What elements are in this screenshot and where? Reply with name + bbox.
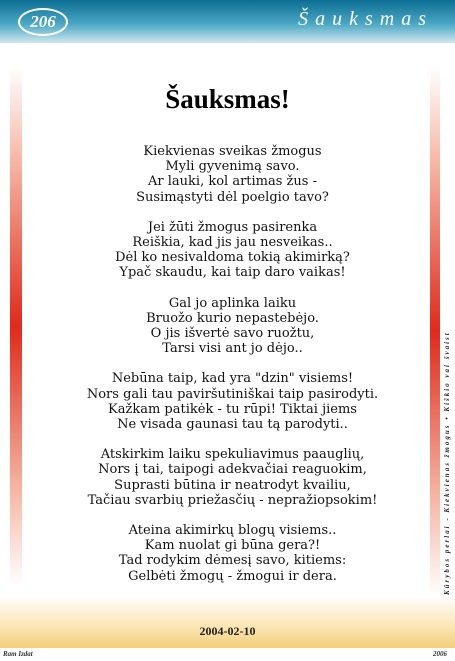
poem-line: Bruožo kurio nepastebėjo. <box>146 310 319 326</box>
poem-line: Jei žūti žmogus pasirenka <box>147 219 318 235</box>
publisher-label: Ram Izdat <box>3 650 33 658</box>
left-decorative-bar <box>10 66 22 586</box>
year-label: 2006 <box>433 650 447 658</box>
side-caption: Kūrybos perlai - Kiekvienas žmogus • Kiškio vai švaist <box>443 331 451 595</box>
poem-line: Kiekvienas sveikas žmogus <box>143 144 322 159</box>
poem-line: Gelbėti žmogų - žmogui ir dera. <box>128 568 337 584</box>
poem-line: O jis išvertė savo ruožtu, <box>150 326 315 342</box>
poem-line: Atskirkim laiku spekuliavimus paauglių, <box>100 447 365 463</box>
poem-line: Susimąstyti dėl poelgio tavo? <box>136 189 329 205</box>
poem-stanza <box>30 296 435 357</box>
poem-line: Myli gyvenimą savo. <box>165 159 300 175</box>
poem-line: Reiškia, kad jis jau nesveikas.. <box>132 235 333 251</box>
page-header <box>0 0 455 43</box>
poem-line: Suprasti būtina ir neatrodyt kvailiu, <box>114 477 351 493</box>
poem-stanza <box>30 523 435 584</box>
poem-line: Tad rodykim dėmesį savo, kitiems: <box>118 553 347 569</box>
poem-line: Ar lauki, kol artimas žus - <box>148 174 317 190</box>
poem-line: Nors gali tau paviršutiniškai taip pasirodyti. <box>86 386 379 402</box>
section-title: Šauksmas <box>298 8 433 30</box>
poem-body <box>30 144 435 599</box>
page-number-badge: 206 <box>18 8 68 36</box>
footer-gradient-band <box>0 596 455 648</box>
poem-line: Ypač skaudu, kai taip daro vaikas! <box>119 265 346 281</box>
poem-date: 2004-02-10 <box>199 624 256 638</box>
poem-line: Tačiau svarbių priežasčių - nepražiopsokim! <box>87 492 378 508</box>
poem-stanza <box>30 447 435 508</box>
poem-line: Kam nuolat gi būna gera?! <box>144 538 321 554</box>
poem-stanza <box>30 220 435 281</box>
poem-line: Nebūna taip, kad yra "dzin" visiems! <box>111 371 354 387</box>
poem-line: Ateina akimirkų blogų visiems.. <box>128 523 337 539</box>
poem-stanza <box>30 144 435 205</box>
poem-title: Šauksmas! <box>165 84 290 114</box>
poem-line: Kažkam patikėk - tu rūpi! Tiktai jiems <box>108 401 357 417</box>
poem-line: Ne visada gaunasi tau tą parodyti.. <box>117 417 348 433</box>
poem-line: Tarsi visi ant jo dėjo.. <box>162 341 303 357</box>
poem-line: Nors į tai, taipogi adekvačiai reaguokim, <box>98 462 367 478</box>
poem-stanza <box>30 371 435 432</box>
poem-line: Gal jo aplinka laiku <box>168 295 297 311</box>
poem-line: Dėl ko nesivaldoma tokią akimirką? <box>115 250 350 266</box>
